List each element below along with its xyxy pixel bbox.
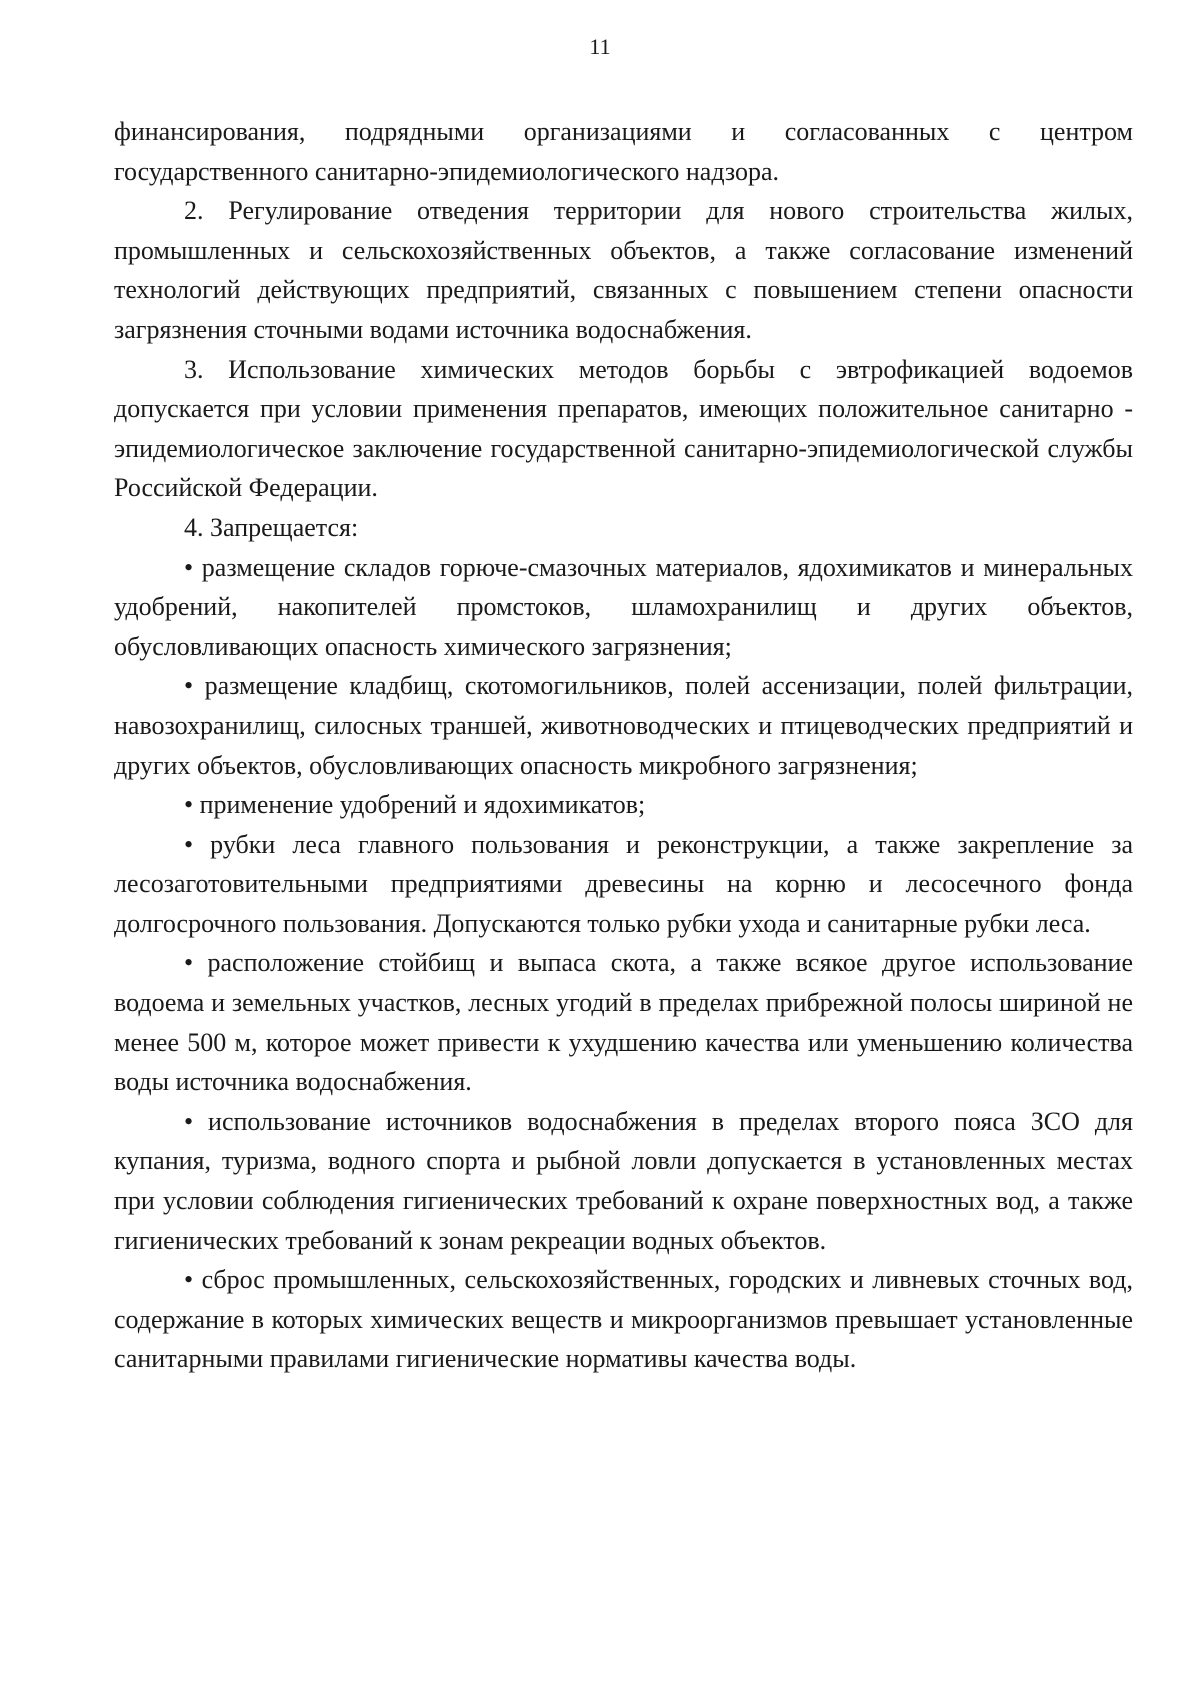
bullet-item-chemical-storage: • размещение складов горюче-смазочных материалов, ядохимикатов и минеральных удобрений, накопителей промстоков, шламохранилищ и других объектов, обусловливающих опасность химического загрязнения; [114,552,1133,661]
bullet-item-wastewater: • сброс промышленных, сельскохозяйственных, городских и ливневых сточных вод, содержание в которых химических веществ и микроорганизмов превышает установленные санитарными правилами гигиенические нормативы качества воды. [114,1265,1133,1374]
page-number: 11 [589,34,611,59]
bullet-item-fertilizers: • применение удобрений и ядохимикатов; [184,790,646,820]
paragraph-item-4-heading: 4. Запрещается: [184,512,359,542]
paragraph-continuation: финансирования, подрядными организациями и согласованных с центром государственного санитарно-эпидемиологического надзора. [114,117,1133,186]
bullet-item-microbial-objects: • размещение кладбищ, скотомогильников, полей ассенизации, полей фильтрации, навозохранилищ, силосных траншей, животноводческих и птицеводческих предприятий и других объектов, обусловливающих опасность микробного загрязнения; [114,671,1133,780]
document-body [114,112,1133,1379]
bullet-item-logging: • рубки леса главного пользования и реконструкции, а также закрепление за лесозаготовительными предприятиями древесины на корню и лесосечного фонда долгосрочного пользования. Допускаются только рубки ухода и санитарные рубки леса. [114,829,1133,938]
bullet-item-recreation: • использование источников водоснабжения в пределах второго пояса ЗСО для купания, туризма, водного спорта и рыбной ловли допускается в установленных местах при условии соблюдения гигиенических требований к охране поверхностных вод, а также гигиенических требований к зонам рекреации водных объектов. [114,1106,1133,1255]
paragraph-item-3: 3. Использование химических методов борьбы с эвтрофикацией водоемов допускается при условии применения препаратов, имеющих положительное санитарно - эпидемиологическое заключение государственной санитарно-эпидемиологической службы Российской Федерации. [114,354,1133,503]
paragraph-item-2: 2. Регулирование отведения территории для нового строительства жилых, промышленных и сельскохозяйственных объектов, а также согласование изменений технологий действующих предприятий, связанных с повышением степени опасности загрязнения сточными водами источника водоснабжения. [114,196,1133,344]
bullet-item-grazing: • расположение стойбищ и выпаса скота, а также всякое другое использование водоема и земельных участков, лесных угодий в пределах прибрежной полосы шириной не менее 500 м, которое может привести к ухудшению качества или уменьшению количества воды источника водоснабжения. [114,948,1133,1097]
